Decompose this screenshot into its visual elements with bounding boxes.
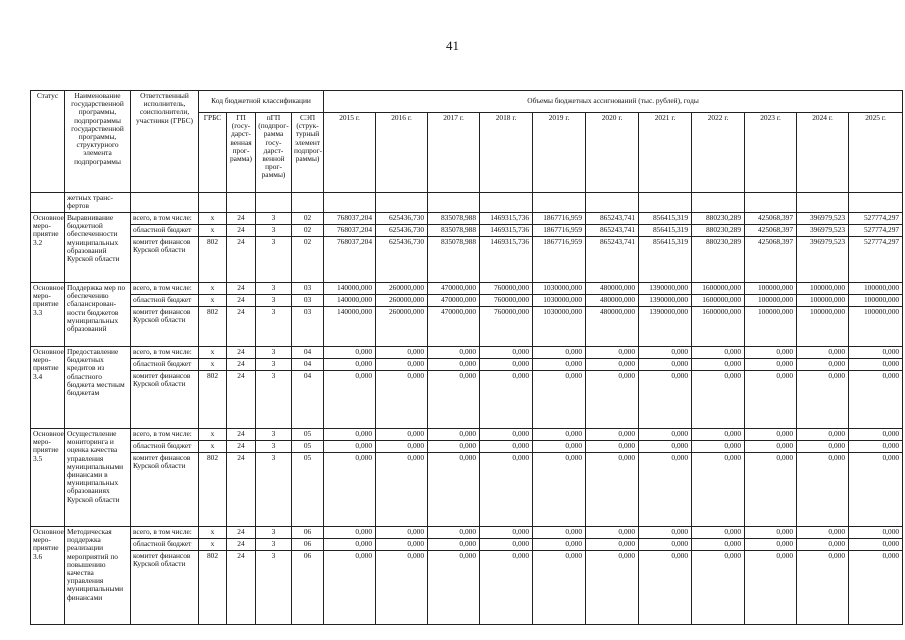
amount-cell: 0,000	[428, 371, 480, 429]
amount-cell: 1390000,000	[639, 295, 692, 307]
amount-cell: 0,000	[639, 359, 692, 371]
amount-cell: 0,000	[745, 453, 797, 527]
gp-cell: 24	[227, 551, 256, 625]
header-code-group: Код бюджетной классификации	[199, 91, 324, 113]
amount-cell: 100000,000	[849, 295, 903, 307]
amount-cell: 0,000	[324, 441, 376, 453]
amount-cell: 1030000,000	[533, 283, 586, 295]
sep-cell: 06	[292, 527, 324, 539]
sep-cell: 05	[292, 453, 324, 527]
amount-cell: 0,000	[480, 359, 533, 371]
amount-cell: 425068,397	[745, 213, 797, 225]
sep-cell: 03	[292, 307, 324, 347]
amount-cell: 0,000	[797, 453, 849, 527]
amount-cell: 140000,000	[324, 283, 376, 295]
amount-cell: 100000,000	[745, 283, 797, 295]
pgp-cell: 3	[256, 225, 292, 237]
pgp-cell: 3	[256, 371, 292, 429]
measure-status: Основное меро- приятие 3.4	[31, 347, 65, 429]
measure-name: Поддержка мер по обеспечению сбалансирован- ности бюджетов муниципальных образований	[65, 283, 131, 347]
amount-cell: 0,000	[324, 551, 376, 625]
measure-status: Основное меро- приятие 3.5	[31, 429, 65, 527]
amount-cell: 140000,000	[324, 307, 376, 347]
amount-cell: 0,000	[428, 359, 480, 371]
sep-cell: 02	[292, 225, 324, 237]
amount-cell: 0,000	[324, 429, 376, 441]
measure-name: Осуществление мониторинга и оценка качества управления муниципальными финансами в муниципальных образованиях Курской области	[65, 429, 131, 527]
amount-cell: 0,000	[639, 429, 692, 441]
grbs-cell: 802	[199, 453, 227, 527]
table-row	[31, 283, 903, 295]
amount-cell: 100000,000	[797, 307, 849, 347]
executor-cell: комитет финансов Курской области	[131, 237, 199, 283]
grbs-cell: x	[199, 295, 227, 307]
amount-cell: 0,000	[480, 371, 533, 429]
grbs-cell: x	[199, 225, 227, 237]
gp-cell: 24	[227, 429, 256, 441]
amount-cell: 0,000	[692, 551, 745, 625]
amount-cell: 0,000	[586, 429, 639, 441]
amount-cell: 880230,289	[692, 213, 745, 225]
executor-cell: комитет финансов Курской области	[131, 307, 199, 347]
amount-cell: 0,000	[533, 429, 586, 441]
header-code-col: ГРБС	[199, 113, 227, 193]
amount-cell: 100000,000	[745, 295, 797, 307]
amount-cell: 0,000	[533, 441, 586, 453]
amount-cell: 0,000	[428, 453, 480, 527]
amount-cell: 1390000,000	[639, 283, 692, 295]
amount-cell: 0,000	[533, 453, 586, 527]
amount-cell: 0,000	[745, 347, 797, 359]
header-code-col: пГП (подпрог- рамма госу- дарст- венной прог- раммы)	[256, 113, 292, 193]
amount-cell: 760000,000	[480, 307, 533, 347]
amount-cell: 0,000	[692, 527, 745, 539]
table-row	[31, 225, 903, 237]
amount-cell: 0,000	[797, 347, 849, 359]
amount-cell: 0,000	[533, 371, 586, 429]
executor-cell: комитет финансов Курской области	[131, 551, 199, 625]
executor-cell: областной бюджет	[131, 539, 199, 551]
executor-cell: областной бюджет	[131, 359, 199, 371]
amount-cell: 0,000	[428, 429, 480, 441]
amount-cell: 0,000	[849, 359, 903, 371]
amount-cell: 0,000	[480, 527, 533, 539]
amount-cell: 0,000	[324, 539, 376, 551]
header-code-col: ГП (госу- дарст- венная прог- рамма)	[227, 113, 256, 193]
amount-cell: 835078,988	[428, 225, 480, 237]
amount-cell: 0,000	[586, 539, 639, 551]
amount-cell: 760000,000	[480, 295, 533, 307]
executor-cell: областной бюджет	[131, 441, 199, 453]
amount-cell: 0,000	[376, 551, 428, 625]
amount-cell: 0,000	[849, 527, 903, 539]
grbs-cell: x	[199, 429, 227, 441]
amount-cell: 396979,523	[797, 237, 849, 283]
amount-cell: 100000,000	[745, 307, 797, 347]
amount-cell: 1469315,736	[480, 213, 533, 225]
amount-cell: 0,000	[324, 347, 376, 359]
amount-cell: 0,000	[745, 539, 797, 551]
amount-cell: 0,000	[692, 359, 745, 371]
amount-cell: 0,000	[533, 551, 586, 625]
amount-cell: 0,000	[745, 527, 797, 539]
amount-cell: 527774,297	[849, 225, 903, 237]
pgp-cell: 3	[256, 283, 292, 295]
grbs-cell: 802	[199, 237, 227, 283]
amount-cell: 0,000	[376, 539, 428, 551]
amount-cell: 1867716,959	[533, 237, 586, 283]
table-row	[31, 539, 903, 551]
amount-cell: 0,000	[376, 441, 428, 453]
header-year: 2025 г.	[849, 113, 903, 193]
header-year: 2021 г.	[639, 113, 692, 193]
gp-cell: 24	[227, 237, 256, 283]
amount-cell: 0,000	[639, 441, 692, 453]
amount-cell: 0,000	[797, 359, 849, 371]
amount-cell: 0,000	[639, 527, 692, 539]
amount-cell: 0,000	[480, 429, 533, 441]
amount-cell: 880230,289	[692, 225, 745, 237]
amount-cell: 0,000	[692, 453, 745, 527]
gp-cell: 24	[227, 359, 256, 371]
pgp-cell: 3	[256, 237, 292, 283]
amount-cell: 1030000,000	[533, 307, 586, 347]
amount-cell: 100000,000	[849, 283, 903, 295]
pgp-cell: 3	[256, 453, 292, 527]
sep-cell: 05	[292, 429, 324, 441]
amount-cell: 396979,523	[797, 213, 849, 225]
amount-cell: 0,000	[797, 441, 849, 453]
header-year: 2022 г.	[692, 113, 745, 193]
amount-cell: 0,000	[376, 453, 428, 527]
sep-cell: 03	[292, 283, 324, 295]
amount-cell: 0,000	[376, 527, 428, 539]
amount-cell: 0,000	[849, 441, 903, 453]
amount-cell: 0,000	[849, 453, 903, 527]
amount-cell: 0,000	[324, 359, 376, 371]
gp-cell: 24	[227, 539, 256, 551]
amount-cell: 0,000	[480, 551, 533, 625]
amount-cell: 768037,204	[324, 225, 376, 237]
budget-table	[30, 90, 903, 625]
pgp-cell: 3	[256, 539, 292, 551]
amount-cell: 768037,204	[324, 237, 376, 283]
amount-cell: 0,000	[745, 429, 797, 441]
header-status: Статус	[31, 91, 65, 193]
executor-cell: всего, в том числе:	[131, 429, 199, 441]
amount-cell: 0,000	[586, 441, 639, 453]
executor-cell: комитет финансов Курской области	[131, 453, 199, 527]
amount-cell: 1469315,736	[480, 225, 533, 237]
amount-cell: 0,000	[692, 347, 745, 359]
grbs-cell: x	[199, 539, 227, 551]
amount-cell: 0,000	[745, 371, 797, 429]
amount-cell: 0,000	[533, 359, 586, 371]
amount-cell: 140000,000	[324, 295, 376, 307]
amount-cell: 835078,988	[428, 237, 480, 283]
gp-cell: 24	[227, 213, 256, 225]
amount-cell: 768037,204	[324, 213, 376, 225]
executor-cell: всего, в том числе:	[131, 283, 199, 295]
pgp-cell: 3	[256, 527, 292, 539]
table-row	[31, 213, 903, 225]
amount-cell: 527774,297	[849, 237, 903, 283]
amount-cell: 0,000	[324, 453, 376, 527]
table-row	[31, 441, 903, 453]
amount-cell: 0,000	[639, 371, 692, 429]
header-year: 2019 г.	[533, 113, 586, 193]
amount-cell: 1600000,000	[692, 295, 745, 307]
header-year: 2018 г.	[480, 113, 533, 193]
amount-cell: 100000,000	[797, 295, 849, 307]
amount-cell: 1867716,959	[533, 225, 586, 237]
amount-cell: 0,000	[586, 527, 639, 539]
amount-cell: 1600000,000	[692, 307, 745, 347]
table-row	[31, 551, 903, 625]
grbs-cell: 802	[199, 307, 227, 347]
amount-cell: 0,000	[797, 371, 849, 429]
amount-cell: 470000,000	[428, 283, 480, 295]
gp-cell: 24	[227, 307, 256, 347]
grbs-cell: 802	[199, 371, 227, 429]
sep-cell: 05	[292, 441, 324, 453]
amount-cell: 865243,741	[586, 213, 639, 225]
header-name: Наименование государственной программы, подпрограммы государственной программы, структурного элемента подпрограммы	[65, 91, 131, 193]
amount-cell: 0,000	[639, 453, 692, 527]
amount-cell: 1390000,000	[639, 307, 692, 347]
amount-cell: 0,000	[639, 551, 692, 625]
amount-cell: 0,000	[692, 539, 745, 551]
table-row	[31, 359, 903, 371]
sep-cell: 04	[292, 359, 324, 371]
sep-cell: 06	[292, 551, 324, 625]
amount-cell: 0,000	[480, 453, 533, 527]
amount-cell: 625436,730	[376, 213, 428, 225]
amount-cell: 0,000	[692, 429, 745, 441]
header-year: 2023 г.	[745, 113, 797, 193]
amount-cell: 0,000	[324, 371, 376, 429]
grbs-cell: x	[199, 213, 227, 225]
header-year: 2015 г.	[324, 113, 376, 193]
amount-cell: 470000,000	[428, 295, 480, 307]
amount-cell: 260000,000	[376, 283, 428, 295]
grbs-cell: x	[199, 347, 227, 359]
sep-cell: 04	[292, 347, 324, 359]
amount-cell: 0,000	[745, 441, 797, 453]
amount-cell: 425068,397	[745, 225, 797, 237]
table-row	[31, 295, 903, 307]
table-row	[31, 347, 903, 359]
table-row	[31, 307, 903, 347]
executor-cell: комитет финансов Курской области	[131, 371, 199, 429]
pgp-cell: 3	[256, 213, 292, 225]
sep-cell: 02	[292, 237, 324, 283]
amount-cell: 0,000	[428, 551, 480, 625]
carry-over-row	[31, 193, 903, 213]
measure-name: Выравнивание бюджетной обеспеченности муниципальных образований Курской области	[65, 213, 131, 283]
measure-status: Основное меро- приятие 3.2	[31, 213, 65, 283]
header-year: 2017 г.	[428, 113, 480, 193]
amount-cell: 0,000	[586, 453, 639, 527]
header-year: 2024 г.	[797, 113, 849, 193]
pgp-cell: 3	[256, 347, 292, 359]
amount-cell: 100000,000	[797, 283, 849, 295]
amount-cell: 0,000	[376, 371, 428, 429]
table-row	[31, 237, 903, 283]
carry-over-text: жетных транс- фертов	[65, 193, 131, 213]
gp-cell: 24	[227, 225, 256, 237]
executor-cell: всего, в том числе:	[131, 213, 199, 225]
amount-cell: 0,000	[692, 371, 745, 429]
table-row	[31, 429, 903, 441]
amount-cell: 856415,319	[639, 225, 692, 237]
sep-cell: 06	[292, 539, 324, 551]
amount-cell: 0,000	[324, 527, 376, 539]
gp-cell: 24	[227, 527, 256, 539]
amount-cell: 0,000	[586, 371, 639, 429]
amount-cell: 0,000	[428, 441, 480, 453]
gp-cell: 24	[227, 441, 256, 453]
grbs-cell: x	[199, 359, 227, 371]
amount-cell: 0,000	[639, 347, 692, 359]
header-year: 2016 г.	[376, 113, 428, 193]
sep-cell: 02	[292, 213, 324, 225]
amount-cell: 396979,523	[797, 225, 849, 237]
header-code-col: СЭП (струк- турный элемент подпрог- раммы)	[292, 113, 324, 193]
amount-cell: 480000,000	[586, 295, 639, 307]
grbs-cell: x	[199, 441, 227, 453]
amount-cell: 1600000,000	[692, 283, 745, 295]
measure-status: Основное меро- приятие 3.6	[31, 527, 65, 625]
gp-cell: 24	[227, 283, 256, 295]
pgp-cell: 3	[256, 429, 292, 441]
executor-cell: всего, в том числе:	[131, 527, 199, 539]
gp-cell: 24	[227, 347, 256, 359]
sep-cell: 03	[292, 295, 324, 307]
amount-cell: 1469315,736	[480, 237, 533, 283]
gp-cell: 24	[227, 295, 256, 307]
pgp-cell: 3	[256, 359, 292, 371]
amount-cell: 0,000	[586, 347, 639, 359]
amount-cell: 0,000	[849, 539, 903, 551]
amount-cell: 0,000	[849, 551, 903, 625]
amount-cell: 260000,000	[376, 295, 428, 307]
amount-cell: 0,000	[797, 429, 849, 441]
gp-cell: 24	[227, 371, 256, 429]
header-executor: Ответственный исполнитель, соисполнители, участники (ГРБС)	[131, 91, 199, 193]
amount-cell: 0,000	[376, 429, 428, 441]
grbs-cell: x	[199, 527, 227, 539]
amount-cell: 0,000	[533, 527, 586, 539]
table-row	[31, 371, 903, 429]
table-row	[31, 453, 903, 527]
header-amount-group: Объемы бюджетных ассигнований (тыс. рублей), годы	[324, 91, 903, 113]
amount-cell: 0,000	[428, 539, 480, 551]
amount-cell: 480000,000	[586, 283, 639, 295]
amount-cell: 0,000	[586, 359, 639, 371]
amount-cell: 760000,000	[480, 283, 533, 295]
pgp-cell: 3	[256, 551, 292, 625]
amount-cell: 0,000	[849, 371, 903, 429]
amount-cell: 0,000	[849, 347, 903, 359]
amount-cell: 865243,741	[586, 237, 639, 283]
grbs-cell: x	[199, 283, 227, 295]
sep-cell: 04	[292, 371, 324, 429]
measure-name: Методическая поддержка реализации мероприятий по повышению качества управления муниципальными финансами	[65, 527, 131, 625]
amount-cell: 0,000	[745, 551, 797, 625]
amount-cell: 0,000	[797, 527, 849, 539]
amount-cell: 0,000	[797, 539, 849, 551]
gp-cell: 24	[227, 453, 256, 527]
amount-cell: 1867716,959	[533, 213, 586, 225]
amount-cell: 0,000	[376, 347, 428, 359]
amount-cell: 527774,297	[849, 213, 903, 225]
executor-cell: всего, в том числе:	[131, 347, 199, 359]
amount-cell: 625436,730	[376, 225, 428, 237]
amount-cell: 480000,000	[586, 307, 639, 347]
amount-cell: 0,000	[533, 539, 586, 551]
measure-status: Основное меро- приятие 3.3	[31, 283, 65, 347]
amount-cell: 856415,319	[639, 213, 692, 225]
pgp-cell: 3	[256, 295, 292, 307]
table-row	[31, 527, 903, 539]
amount-cell: 0,000	[745, 359, 797, 371]
page-number: 41	[446, 38, 459, 53]
amount-cell: 0,000	[376, 359, 428, 371]
amount-cell: 0,000	[639, 539, 692, 551]
amount-cell: 0,000	[480, 441, 533, 453]
amount-cell: 425068,397	[745, 237, 797, 283]
amount-cell: 0,000	[849, 429, 903, 441]
amount-cell: 0,000	[480, 347, 533, 359]
amount-cell: 1030000,000	[533, 295, 586, 307]
measure-name: Предоставление бюджетных кредитов из областного бюджета местным бюджетам	[65, 347, 131, 429]
pgp-cell: 3	[256, 441, 292, 453]
amount-cell: 880230,289	[692, 237, 745, 283]
header-year: 2020 г.	[586, 113, 639, 193]
executor-cell: областной бюджет	[131, 225, 199, 237]
amount-cell: 856415,319	[639, 237, 692, 283]
amount-cell: 835078,988	[428, 213, 480, 225]
amount-cell: 260000,000	[376, 307, 428, 347]
amount-cell: 470000,000	[428, 307, 480, 347]
pgp-cell: 3	[256, 307, 292, 347]
amount-cell: 0,000	[428, 347, 480, 359]
executor-cell: областной бюджет	[131, 295, 199, 307]
amount-cell: 0,000	[533, 347, 586, 359]
amount-cell: 0,000	[797, 551, 849, 625]
grbs-cell: 802	[199, 551, 227, 625]
amount-cell: 0,000	[428, 527, 480, 539]
amount-cell: 100000,000	[849, 307, 903, 347]
amount-cell: 0,000	[692, 441, 745, 453]
amount-cell: 0,000	[480, 539, 533, 551]
amount-cell: 625436,730	[376, 237, 428, 283]
amount-cell: 865243,741	[586, 225, 639, 237]
amount-cell: 0,000	[586, 551, 639, 625]
